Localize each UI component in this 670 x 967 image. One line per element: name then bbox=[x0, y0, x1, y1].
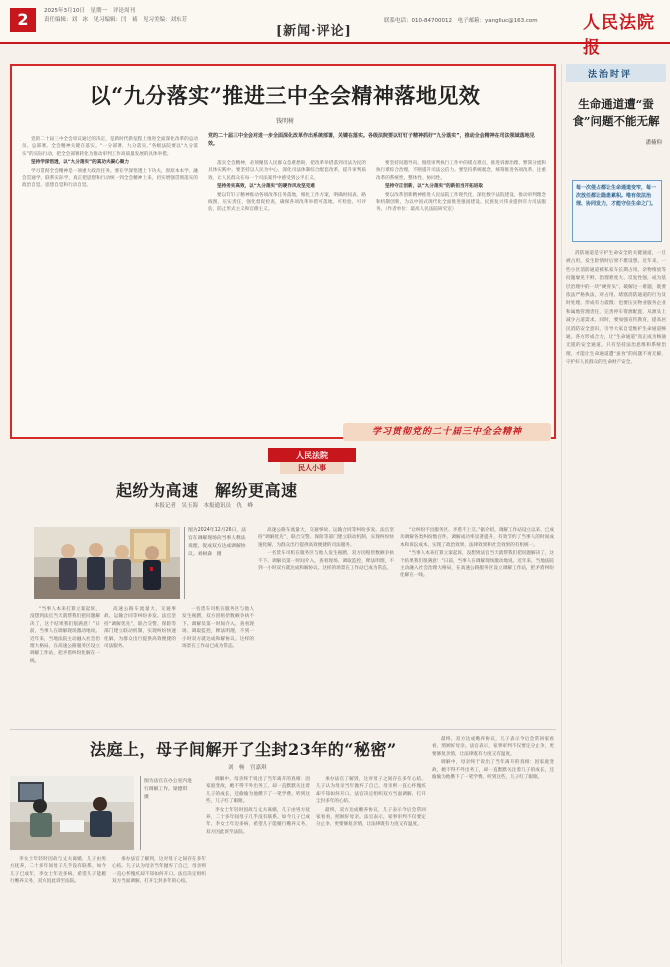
paragraph: 一名货车司机在服务区与他人发生剐蹭，双方因赔偿数额争执不下。调解员第一时间介入，查看现场、调取监控，释法明理，不到一小时双方就达成和解协议。这样的场景在工作站已成为常态。 bbox=[182, 607, 254, 650]
paragraph: 李女士年轻时因故与丈夫离婚，儿子由男方抚养，二十多年间母子几乎没有联系。如今儿子已成年，李女士年迈多病，希望儿子能履行赡养义务，双方因此诉至法院。 bbox=[206, 807, 310, 835]
paragraph: 要坚持问题导向，围绕审判执行工作中的堵点难点，推进诉源治理、繁简分流和执行难综合治理，不断提升司法公信力。要坚持系统观念，统筹推进各项改革，注重改革的系统性、整体性、协同性。 bbox=[376, 161, 546, 181]
main-story-column-3 bbox=[376, 160, 546, 416]
edition-label: 评论周刊 bbox=[113, 8, 136, 14]
feature-badge-sub: 民人小事 bbox=[280, 462, 344, 474]
paragraph: 调解中，母亲终于说出了当年离开的真相：因家庭变故，她不得不外出务工，却一直默默关注着儿子的成长，还偷偷为他攒下了一笔学费。听到这些，儿子红了眼眶。 bbox=[206, 777, 310, 805]
section-title: [新闻·评论] bbox=[276, 24, 352, 39]
main-story-title: 以“九分落实”推进三中全会精神落地见效 bbox=[89, 83, 481, 108]
story3-column-3 bbox=[206, 776, 310, 964]
masthead-info bbox=[44, 7, 187, 25]
story2-title: 起纷为高速 解纷更高速 bbox=[116, 481, 298, 500]
paragraph: 高速公路车流量大，交通事故、运输合同等纠纷多发。法官坚持“调解优先”，联合交警、保险等部门建立联动机制，实现纠纷快速化解，为群众出行提供高效便捷的司法服务。 bbox=[258, 528, 394, 548]
column-header bbox=[566, 64, 666, 82]
paragraph: “当事人本来打算立案起诉，没想到法官当天就帮我们把问题解决了，这个结果我们很满意！”日前，当事人在调解现场激动地说。近年来，当地法院主动融入社会治理大格局，在高速公路服务区设立调解工作站，把矛盾纠纷化解在一线。 bbox=[400, 551, 554, 579]
paragraph: “当事人本来打算立案起诉，没想到法官当天就帮我们把问题解决了，这个结果我们很满意！”日前，当事人在调解现场激动地说。近年来，当地法院主动融入社会治理大格局，在高速公路服务区设立调解工作站，把矛盾纠纷化解在一线。 bbox=[30, 607, 100, 664]
caption-rule bbox=[184, 527, 185, 599]
story2-caption: 图为2024年12月26日，法官在调解现场向当事人释法说理，促成双方达成调解协议。刘树森 摄 bbox=[188, 528, 246, 557]
courtroom-photo bbox=[34, 527, 180, 599]
story3-caption: 图为法官在办公室内进行调解工作。梁德琪 摄 bbox=[144, 779, 192, 800]
section-divider bbox=[10, 729, 556, 730]
subheading: 坚持务实高效，以“九分落实”的硬作风攻坚克难 bbox=[217, 184, 315, 190]
paragraph: 消防通道是守护生命安全的关键通道，一旦被占用，发生险情时后果不堪设想。近年来，一些小区消防通道被私家车长期占用、杂物堆放等问题屡见不鲜，治理难度大、反复性强，成为基层治理中的一块“硬骨头”。破解这一难题，既要依法严格执法，对占用、堵塞消防通道的行为及时处理，形成有力震慑；也要压实物业服务企业和属地管理责任，完善停车资源配置，从源头上减少占道需求。同时，要加强宣传教育，提高居民消防安全意识，引导大家自觉维护生命通道畅通。各方形成合力，让“生命通道”真正成为畅通无阻的安全通道。只有坚持法治思维和系统治理，才能让生命通道遭“蚕食”的问题不再无解，守护好人民群众的生命财产安全。 bbox=[566, 251, 666, 366]
story2-column-1 bbox=[30, 606, 100, 724]
column-author: 潘楠仰 bbox=[645, 140, 662, 146]
column-pullquote: 每一次侵占都让生命通道变窄，每一次放任都让隐患累积。唯有依法治理、协同发力，才能守住生命之门。 bbox=[572, 180, 662, 242]
paragraph: 最终，双方达成赡养协议，儿子表示今后会常回家看看，照顾好母亲。法官表示，家事审判不仅要定分止争，更要修复亲情，让法律既有力度又有温度。 bbox=[432, 737, 554, 757]
paragraph: 落实全会精神，必须聚焦人民群众急难愁盼，把改革举措落到司法为民的具体实践中。要坚持以人民为中心，深化司法体制综合配套改革，提升审判质效，让人民群众在每一个司法案件中感受到公平正义。 bbox=[208, 161, 366, 181]
story2-column-5 bbox=[400, 527, 554, 724]
main-story-column-1 bbox=[22, 136, 198, 418]
column-title: 生命通道遭“蚕食”问题不能无解 bbox=[572, 97, 660, 128]
page-number: 2 bbox=[10, 8, 36, 32]
story2-column-4 bbox=[258, 527, 394, 724]
paragraph: 要以钉钉子精神推动各项改革任务落地，细化工作方案，明确时间表、路线图，压实责任，强化督促检查，确保各项改革举措可落地、可检验、可评估，防止形式主义和官僚主义。 bbox=[208, 192, 366, 213]
column-divider bbox=[561, 64, 562, 964]
story2-column-2 bbox=[104, 606, 176, 724]
paragraph: 高速公路车流量大，交通事故、运输合同等纠纷多发。法官坚持“调解优先”，联合交警、保险等部门建立联动机制，实现纠纷快速化解，为群众出行提供高效便捷的司法服务。 bbox=[104, 607, 176, 650]
paragraph: 最终，双方达成赡养协议，儿子表示今后会常回家看看，照顾好母亲。法官表示，家事审判不仅要定分止争，更要修复亲情，让法律既有力度又有温度。 bbox=[316, 807, 426, 828]
paragraph: 党的二十届三中全会审议通过的决定，是新时代新征程上推进全面深化改革的总动员、总部署。全会精神关键在落实。“一分部署，九分落实。”各级法院要以“九分落实”的实际行动，把全会部署转化为推动审判工作高质量发展的具体举措。 bbox=[22, 137, 198, 157]
contact-line: 联系电话：010-84700012 电子邮箱：yangliuc@163.com bbox=[384, 18, 538, 24]
paragraph: 调解中，母亲终于说出了当年离开的真相：因家庭变故，她不得不外出务工，却一直默默关注着儿子的成长，还偷偷为他攒下了一笔学费。听到这些，儿子红了眼眶。 bbox=[432, 760, 554, 781]
paragraph: 承办法官了解到，这对母子之间存在多年心结。儿子认为母亲当年抛弃了自己，母亲则一直心怀愧疚却不知如何开口。法官决定组织双方当面调解，打开尘封多年的心结。 bbox=[112, 857, 206, 885]
masthead bbox=[0, 0, 670, 58]
story2-column-3 bbox=[182, 606, 254, 724]
paragraph: 要以改革创新精神推进人民法院工作现代化，深化数字法院建设，推动审判理念和机制创新，为以中国式现代化全面推进强国建设、民族复兴伟业提供有力司法服务。（作者单位：最高人民法院研究室） bbox=[376, 192, 546, 213]
caption-rule bbox=[140, 776, 141, 850]
story3-title: 法庭上，母子间解开了尘封23年的“秘密” bbox=[90, 740, 397, 759]
main-story-column-2 bbox=[208, 160, 366, 418]
story3-column-5 bbox=[432, 736, 554, 964]
paragraph: 承办法官了解到，这对母子之间存在多年心结。儿子认为母亲当年抛弃了自己，母亲则一直心怀愧疚却不知如何开口。法官决定组织双方当面调解，打开尘封多年的心结。 bbox=[316, 777, 426, 805]
topic-banner: 学习贯彻党的二十届三中全会精神 bbox=[343, 423, 551, 441]
office-photo bbox=[10, 776, 134, 850]
paragraph: 学习贯彻全会精神是一项重大政治任务。要在学深悟透上下功夫，原原本本学、融会贯通学、联系实际学，真正把思想和行动统一到全会精神上来，切实增强贯彻落实的政治自觉、思想自觉和行动自觉。 bbox=[22, 168, 198, 189]
subheading: 坚持守正创新，以“九分落实”的新担当开拓进取 bbox=[385, 184, 483, 190]
main-story-box bbox=[10, 64, 556, 439]
editor-line: 责任编辑：刘 冰 见习编辑：闫 祯 见习美编：刘东芳 bbox=[44, 17, 188, 23]
main-story-byline: 钱明树 bbox=[275, 118, 294, 125]
column-body bbox=[566, 250, 666, 962]
paragraph: “让纠纷不出服务区、矛盾不上交。”据介绍，调解工作站设立以来，已成功调解各类纠纷数百件，调解成功率显著提升，有效节约了当事人的时间成本和诉讼成本，实现了政治效果、法律效果和社会效果的有机统一。 bbox=[400, 528, 554, 548]
column-header-label: 法治时评 bbox=[588, 70, 633, 80]
subheading: 坚持学深悟透，以“九分落实”的真功夫凝心聚力 bbox=[31, 160, 129, 166]
story3-byline: 刘 畅 宫嘉琪 bbox=[228, 765, 267, 771]
paragraph: 李女士年轻时因故与丈夫离婚，儿子由男方抚养，二十多年间母子几乎没有联系。如今儿子已成年，李女士年迈多病，希望儿子能履行赡养义务，双方因此诉至法院。 bbox=[10, 857, 106, 885]
newspaper-logo: 人民法院报 bbox=[583, 13, 655, 58]
paragraph: 一名货车司机在服务区与他人发生剐蹭，双方因赔偿数额争执不下。调解员第一时间介入，查看现场、调取监控，释法明理，不到一小时双方就达成和解协议。这样的场景在工作站已成为常态。 bbox=[258, 551, 394, 572]
story3-column-1 bbox=[10, 856, 106, 964]
feature-badge-main: 人民法院 bbox=[268, 448, 356, 462]
story2-byline: 本报记者 吴玉海 本报通讯员 仇 峰 bbox=[154, 503, 254, 509]
story2-photo bbox=[34, 527, 180, 599]
feature-badge bbox=[268, 448, 356, 476]
story3-photo bbox=[10, 776, 134, 850]
story3-column-2 bbox=[112, 856, 206, 964]
main-story-lead: 党的二十届三中全会对进一步全面深化改革作出系统部署，关键在落实。各级法院要以钉钉子精神抓好“九分落实”，推动全会精神在司法领域落地见效。 bbox=[208, 133, 535, 147]
date-line: 2025年3月10日 星期一 bbox=[44, 8, 107, 14]
story3-column-4 bbox=[316, 776, 426, 964]
